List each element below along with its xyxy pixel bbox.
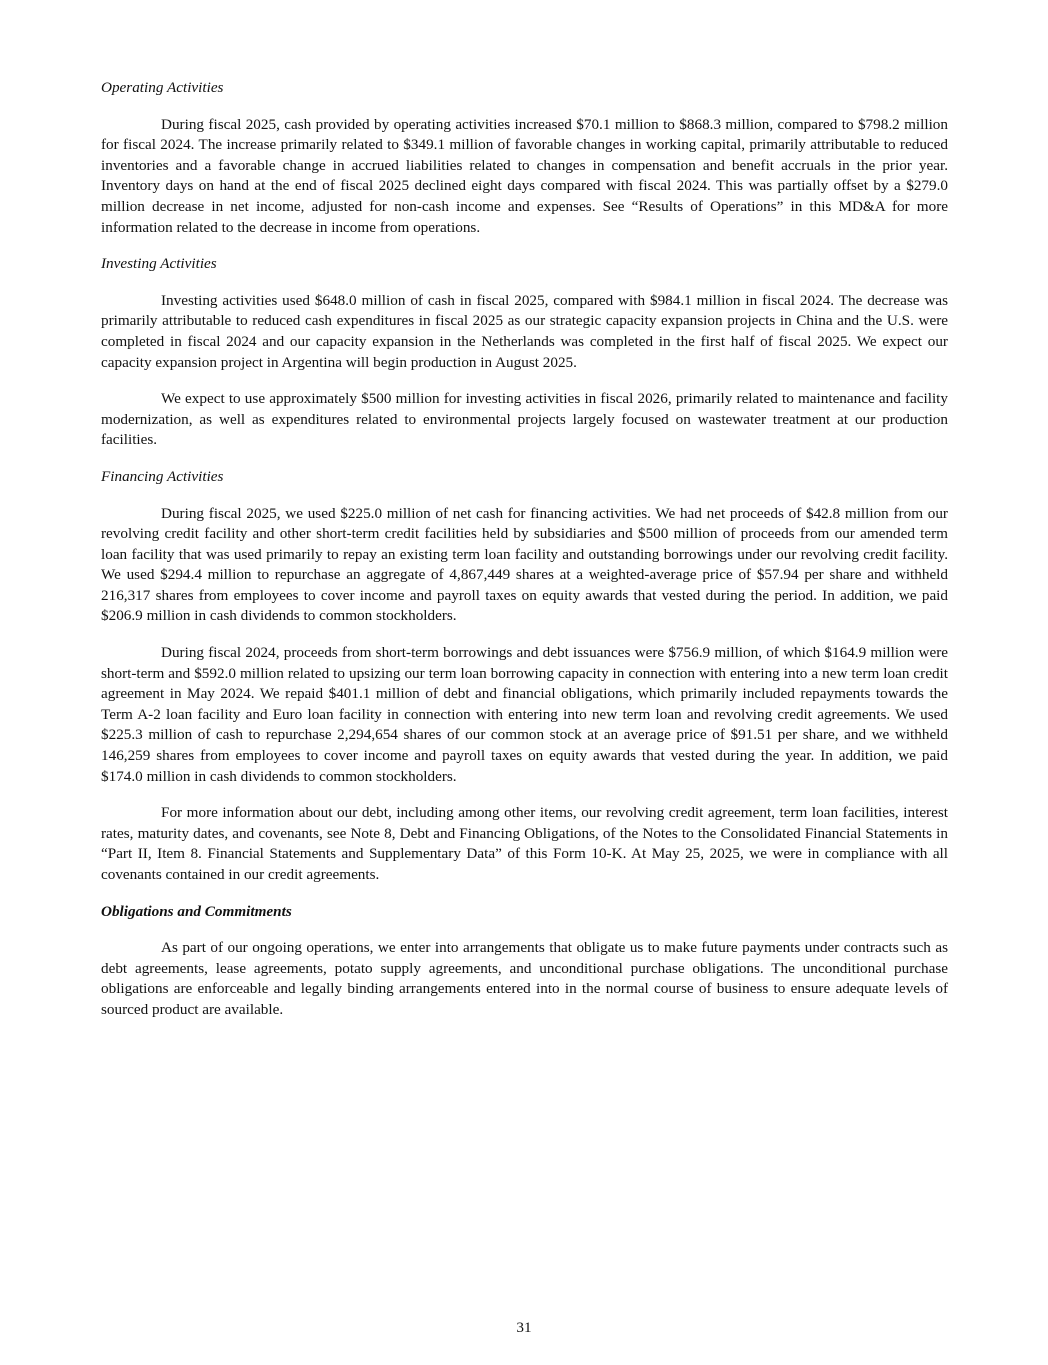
document-page <box>101 78 948 1037</box>
paragraph-obligations-1: As part of our ongoing operations, we enter into arrangements that obligate us to make future payments under contracts such as debt agreements, lease agreements, potato supply agreements, and unconditional purchase obligations. The unconditional purchase obligations are enforceable and legally binding arrangements entered into in the normal course of business to ensure adequate levels of sourced product are available. <box>101 939 948 1018</box>
paragraph-investing-2: We expect to use approximately $500 million for investing activities in fiscal 2026, primarily related to maintenance and facility modernization, as well as expenditures related to environmental projects largely focused on wastewater treatment at our production facilities. <box>101 390 948 449</box>
paragraph-operating-1: During fiscal 2025, cash provided by operating activities increased $70.1 million to $868.3 million, compared to $798.2 million for fiscal 2024. The increase primarily related to $349.1 million of favorable changes in working capital, primarily attributable to reduced inventories and a favorable change in accrued liabilities related to changes in compensation and benefit accruals in the prior year. Inventory days on hand at the end of fiscal 2025 declined eight days compared with fiscal 2024. This was partially offset by a $279.0 million decrease in net income, adjusted for non-cash income and expenses. See “Results of Operations” in this MD&A for more information related to the decrease in income from operations. <box>101 115 948 236</box>
heading-financing-activities: Financing Activities <box>101 467 224 485</box>
heading-investing-activities: Investing Activities <box>101 255 217 273</box>
page-number: 31 <box>516 1319 532 1336</box>
paragraph-financing-2: During fiscal 2024, proceeds from short-term borrowings and debt issuances were $756.9 million, of which $164.9 million were short-term and $592.0 million related to upsizing our term loan borrowing capacity in connection with entering into a new term loan credit agreement in May 2024. We repaid $401.1 million of debt and financial obligations, which primarily included repayments towards the Term A-2 loan facility and Euro loan facility in connection with entering into new term loan and revolving credit agreements. We used $225.3 million of cash to repurchase 2,294,654 shares of our common stock at an average price of $91.51 per share, and we withheld 146,259 shares from employees to cover income and payroll taxes on equity awards that vested during the year. In addition, we paid $174.0 million in cash dividends to common stockholders. <box>101 644 948 785</box>
paragraph-financing-1: During fiscal 2025, we used $225.0 million of net cash for financing activities. We had net proceeds of $42.8 million from our revolving credit facility and other short-term credit facilities held by subsidiaries and $500 million of proceeds from our amended term loan facility that was used primarily to repay an existing term loan facility and outstanding borrowings under our revolving credit facility. We used $294.4 million to repurchase an aggregate of 4,867,449 shares at a weighted-average price of $57.94 per share and withheld 216,317 shares from employees to cover income and payroll taxes on equity awards that vested during the period. In addition, we paid $206.9 million in cash dividends to common stockholders. <box>101 504 948 625</box>
paragraph-financing-3: For more information about our debt, including among other items, our revolving credit agreement, term loan facilities, interest rates, maturity dates, and covenants, see Note 8, Debt and Financing Obligations, of the Notes to the Consolidated Financial Statements in “Part II, Item 8. Financial Statements and Supplementary Data” of this Form 10-K. At May 25, 2025, we were in compliance with all covenants contained in our credit agreements. <box>101 804 948 883</box>
heading-operating-activities: Operating Activities <box>101 79 224 96</box>
paragraph-investing-1: Investing activities used $648.0 million of cash in fiscal 2025, compared with $984.1 million in fiscal 2024. The decrease was primarily attributable to reduced cash expenditures in fiscal 2025 as our strategic capacity expansion projects in China and the U.S. were completed in fiscal 2024 and our capacity expansion in the Netherlands was completed in the first half of fiscal 2025. We expect our capacity expansion project in Argentina will begin production in August 2025. <box>101 291 948 371</box>
heading-obligations-and-commitments: Obligations and Commitments <box>101 902 292 920</box>
